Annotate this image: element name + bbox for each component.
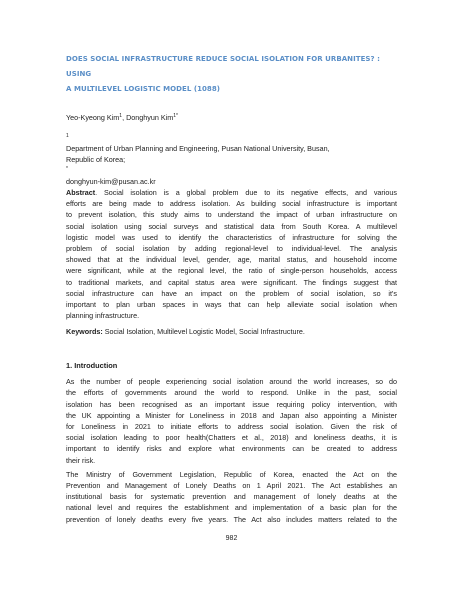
text-line: the UK appointing a Minister for Loneliness in 2018 and Japan also appointing a Minister (66, 410, 397, 420)
affiliation-text: Department of Urban Planning and Engineering, Pusan National University, Busan, (66, 144, 330, 153)
keywords (66, 326, 397, 337)
abstract-label: Abstract (66, 188, 96, 197)
paper-title (66, 52, 397, 97)
text-line: national level and requires the establishment and implementation of a basic plan for the (66, 503, 397, 513)
intro-paragraph-2 (66, 469, 397, 525)
abstract (66, 187, 397, 321)
text-line: planning infrastructure. (66, 311, 140, 321)
text-line: social isolation leading to poor health(Chatters et al., 2018) and loneliness deaths, it is (66, 433, 397, 443)
text-line: the efforts of governments around the world to respond. Unlike in the past, social (66, 388, 397, 398)
text-line: institutional basis for systematic prevention and management of lonely deaths at the (66, 492, 397, 502)
affiliation-superscript: 1 (66, 133, 69, 139)
author-superscript: 1 (119, 113, 123, 119)
text-line: showed that at the individual level, gender, age, marital status, and household income (66, 255, 397, 265)
affiliation-line (66, 154, 397, 187)
text-line: important to plan urban spaces in ways that can help alleviate social isolation when (66, 299, 397, 309)
text-line (66, 187, 397, 198)
text-line: prevention of lonely deaths every five years. The Act also includes matters related to the (66, 514, 397, 524)
text-line: to prevent isolation, this study aims to understand the impact of urban infrastructure on (66, 210, 397, 220)
email-superscript: * (66, 166, 68, 172)
text-line: logistic model was used to identify the characteristics of infrastructure for solving the (66, 232, 397, 242)
text-line: efforts are being made to address isolation. As building social infrastructure is important (66, 199, 397, 209)
text-line: As the number of people experiencing social isolation around the world increases, so do (66, 377, 397, 387)
affiliation-line (66, 132, 397, 154)
text-line: The Ministry of Government Legislation, Republic of Korea, enacted the Act on the (66, 469, 397, 479)
text-line: social isolation using social surveys and statistical data from South Korea. A multilevel (66, 221, 397, 231)
author-name: Donghyun Kim (126, 113, 174, 122)
affiliation (66, 132, 397, 187)
text-line: for Loneliness in 2021 to initiate efforts to address social isolation. Given the risk of (66, 422, 397, 431)
text-line: social infrastructure can have an impact on the problem of social isolation, so it's (66, 288, 397, 298)
text-line: Prevention and Management of Lonely Deaths on 1 April 2021. The Act establishes an (66, 480, 397, 490)
text-line: isolation has been recognised as an important issue requiring policy intervention, with (66, 399, 397, 409)
author-line (66, 112, 397, 123)
text-line: important to identify risks and explore what environments can be created to address (66, 444, 397, 454)
keywords-label: Keywords: (66, 327, 103, 337)
email-address: donghyun-kim@pusan.ac.kr (66, 177, 156, 186)
author-separator: , (122, 113, 127, 122)
page-number: 982 (225, 535, 238, 542)
abstract-text: . Social isolation is a global problem due to its negative effects, and various (95, 188, 397, 197)
affiliation-text: Republic of Korea; (66, 155, 126, 164)
intro-paragraph-1 (66, 376, 397, 466)
section-heading: 1. Introduction (66, 361, 118, 371)
author-name: Yeo-Kyeong Kim (66, 113, 120, 122)
text-line: were significant, while at the regional level, the ratio of single-person households, access (66, 266, 397, 276)
keywords-text: Social Isolation, Multilevel Logistic Model, Social Infrastructure. (102, 327, 305, 337)
title-line: DOES SOCIAL INFRASTRUCTURE REDUCE SOCIAL ISOLATION FOR URBANITES? : USING (66, 55, 380, 78)
text-line: to traditional markets, and capital status area were significant. The findings suggest that (66, 277, 397, 287)
text-line: their risk. (66, 455, 96, 465)
author-superscript: 1* (173, 113, 178, 119)
text-line: problem of social isolation by adding regional-level to individual-level. The analysis (66, 243, 397, 253)
title-line: A MULTILEVEL LOGISTIC MODEL (1088) (66, 85, 221, 93)
page-content (66, 52, 397, 525)
